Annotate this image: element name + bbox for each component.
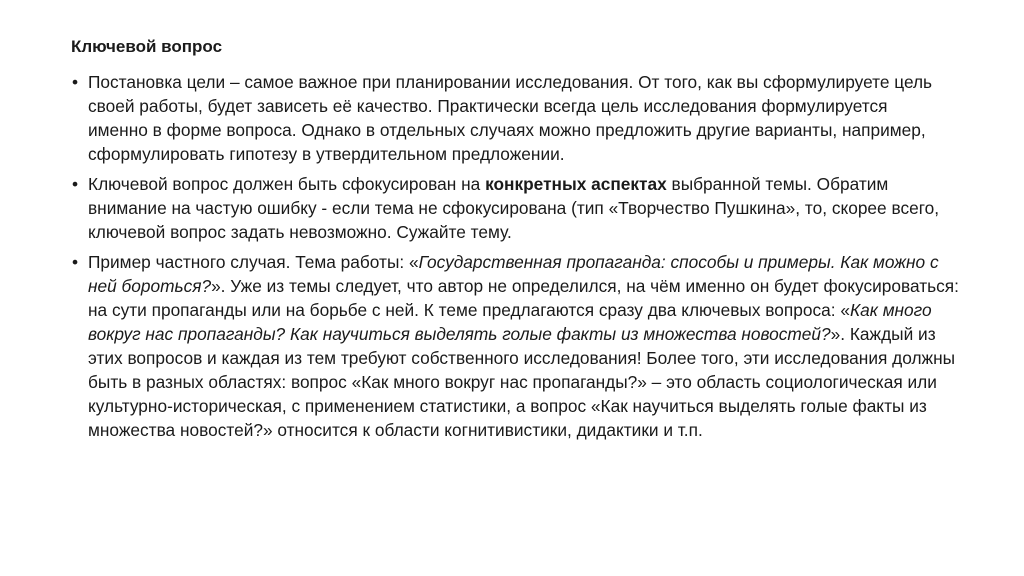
bullet-italic-questions: Как много вокруг нас пропаганды? Как научиться выделять голые факты из множества новостей? [88,300,932,344]
bullet-item-focus [72,172,958,244]
bullet-text: Пример частного случая. Тема работы: « [88,252,419,272]
bullet-text: выбранной темы. Обратим внимание на частую ошибку - если тема не сфокусирована (тип «Творчество Пушкина», то, скорее всего, ключевой вопрос задать невозможно. Сужайте тему. [88,174,940,242]
bullet-italic-topic: Государственная пропаганда: способы и примеры. Как можно с ней бороться? [88,252,939,296]
slide-title: Ключевой вопрос [71,37,223,56]
bullet-item-example [72,250,968,442]
bullet-item-goal [72,70,943,166]
bullet-text: ». Каждый из этих вопросов и каждая из тем требуют собственного исследования! Более того, эти исследования должны быть в разных областях: вопрос «Как много вокруг нас пропаганды?» – это область социологическая или культурно-историческая, с применением статистики, а вопрос «Как научиться выделять голые факты из множества новостей?» относится к области когнитивистики, дидактики и т.п. [88,324,956,440]
bullet-text: Постановка цели – самое важное при планировании исследования. От того, как вы сформулируете цель своей работы, будет зависеть её качество. Практически всегда цель исследования формулируется именно в форме вопроса. Однако в отдельных случаях можно предложить другие варианты, например, сформулировать гипотезу в утвердительном предложении. [88,72,933,164]
bullet-text: Ключевой вопрос должен быть сфокусирован на [88,174,486,194]
bullet-text: ». Уже из темы следует, что автор не определился, на чём именно он будет фокусироваться: на сути пропаганды или на борьбе с ней. К теме предлагаются сразу два ключевых вопроса: « [88,276,959,320]
bullet-bold-phrase: конкретных аспектах [485,174,667,194]
bullet-list [72,70,972,448]
